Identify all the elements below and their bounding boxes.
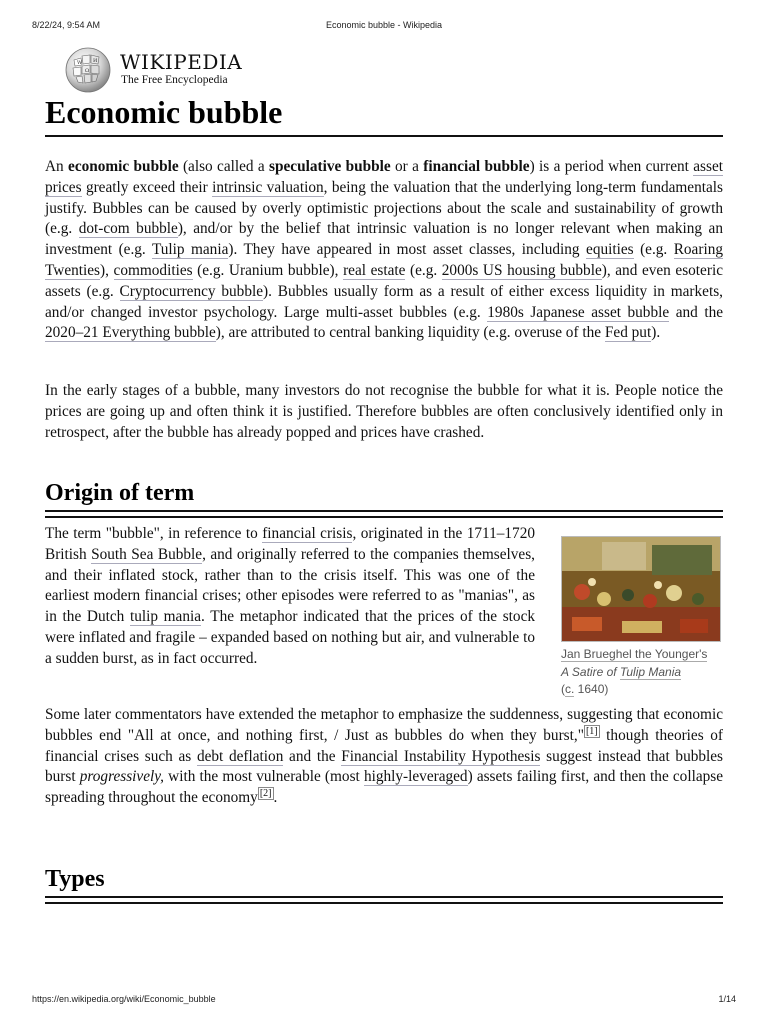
caption-link-tulip-mania[interactable]: Tulip Mania <box>619 664 682 679</box>
figure-caption: Jan Brueghel the Younger's A Satire of Tulip Mania (c. 1640) <box>561 647 708 696</box>
link-japanese-asset-bubble[interactable]: 1980s Japanese asset bubble <box>487 303 670 321</box>
link-south-sea-bubble[interactable]: South Sea Bubble <box>91 545 203 563</box>
reference-2[interactable]: [2] <box>259 788 272 800</box>
title-divider <box>45 135 723 137</box>
link-asset-prices[interactable]: asset prices <box>45 158 723 196</box>
link-everything-bubble[interactable]: 2020–21 Everything bubble <box>45 324 216 342</box>
lead-paragraph: An economic bubble (also called a speculative bubble or a financial bubble) is a period when current asset prices greatly exceed their intrinsic valuation, being the valuation that the underlying long-term fundamentals justify. Bubbles can be caused by overly optimistic projections about the scale and sustainability of growth (e.g. dot-com bubble), and/or by the belief that intrinsic valuation is no longer relevant when making an investment (e.g. Tulip mania). They have appeared in most asset classes, including equities (e.g. Roaring Twenties), commodities (e.g. Uranium bubble), real estate (e.g. 2000s US housing bubble), and even esoteric assets (e.g. Cryptocurrency bubble). Bubbles usually form as a result of either excess liquidity in markets, and/or changed investor psychology. Large multi-asset bubbles (e.g. 1980s Japanese asset bubble and the 2020–21 Everything bubble), are attributed to central banking liquidity (e.g. overuse of the Fed put). <box>45 158 724 342</box>
link-real-estate[interactable]: real estate <box>343 261 406 279</box>
tulip-mania-painting[interactable] <box>561 536 721 642</box>
caption-link-brueghel[interactable]: Jan Brueghel the Younger's <box>561 647 708 661</box>
print-footer <box>32 994 736 1006</box>
link-intrinsic-valuation[interactable]: intrinsic valuation <box>212 178 324 196</box>
link-us-housing-bubble[interactable]: 2000s US housing bubble <box>441 261 602 279</box>
link-equities[interactable]: equities <box>586 241 634 259</box>
origin-paragraph-1: The term "bubble", in reference to financial crisis, originated in the 1711–1720 British South Sea Bubble, and originally referred to the companies themselves, and their inflated stock, rather than to the crisis itself. This was one of the earliest modern financial crises; other episodes were referred to as "manias", as in the Dutch tulip mania. The metaphor indicated that the prices of the stock were inflated and fragile – expanded based on nothing but air, and vulnerable to a sudden burst, as in fact occurred. <box>45 525 536 667</box>
wikipedia-globe-icon <box>64 46 112 94</box>
print-datetime: 8/22/24, 9:54 AM <box>32 20 101 30</box>
link-roaring-twenties[interactable]: Roaring Twenties <box>45 241 723 279</box>
link-financial-crisis[interactable]: financial crisis <box>262 525 353 542</box>
svg-text:Ω: Ω <box>85 68 90 74</box>
wikipedia-wordmark: WIKIPEDIA <box>120 50 243 74</box>
link-tulip-mania-2[interactable]: tulip mania <box>129 608 202 626</box>
link-dot-com-bubble[interactable]: dot-com bubble <box>78 220 178 238</box>
origin-paragraph-2: Some later commentators have extended the metaphor to emphasize the suddenness, suggesting that economic bubbles end "All at once, and nothing first, / Just as bubbles do when they burst," [1] though theories of financial crises such as debt deflation and the Financial Instability Hypothesis suggest instead that bubbles burst progressively, with the most vulnerable (most highly-leveraged) assets failing first, and then the collapse spreading throughout the economy [2] . <box>45 706 724 807</box>
link-highly-leveraged[interactable]: highly-leveraged <box>363 768 468 786</box>
section-heading-origin: Origin of term <box>45 480 195 506</box>
print-page-number: 1/14 <box>718 994 736 1004</box>
link-debt-deflation[interactable]: debt deflation <box>196 747 284 765</box>
section-divider-types <box>45 896 723 904</box>
wikipedia-logo[interactable] <box>64 46 264 96</box>
print-page-title: Economic bubble - Wikipedia <box>325 20 443 30</box>
second-paragraph: In the early stages of a bubble, many investors do not recognise the bubble for what it is. People notice the prices are going up and often think it is justified. Therefore bubbles are often conclusively identified only in retrospect, after the bubble has already popped and prices have crashed. <box>45 382 723 441</box>
caption-link-circa[interactable]: c. <box>565 682 575 696</box>
page-title: Economic bubble <box>45 94 283 130</box>
section-heading-types: Types <box>45 866 105 892</box>
print-url: https://en.wikipedia.org/wiki/Economic_bubble <box>32 994 216 1004</box>
link-financial-instability-hypothesis[interactable]: Financial Instability Hypothesis <box>341 747 541 765</box>
wikipedia-tagline: The Free Encyclopedia <box>121 74 228 86</box>
painting-image <box>562 537 720 641</box>
link-fed-put[interactable]: Fed put <box>604 324 652 342</box>
link-cryptocurrency-bubble[interactable]: Cryptocurrency bubble <box>119 282 264 300</box>
print-header <box>32 20 736 32</box>
link-tulip-mania[interactable]: Tulip mania <box>151 241 229 259</box>
svg-text:W: W <box>77 60 83 66</box>
link-commodities[interactable]: commodities <box>113 261 193 279</box>
reference-1[interactable]: [1] <box>585 725 598 737</box>
section-divider-origin <box>45 510 723 518</box>
svg-text:И: И <box>93 58 98 64</box>
